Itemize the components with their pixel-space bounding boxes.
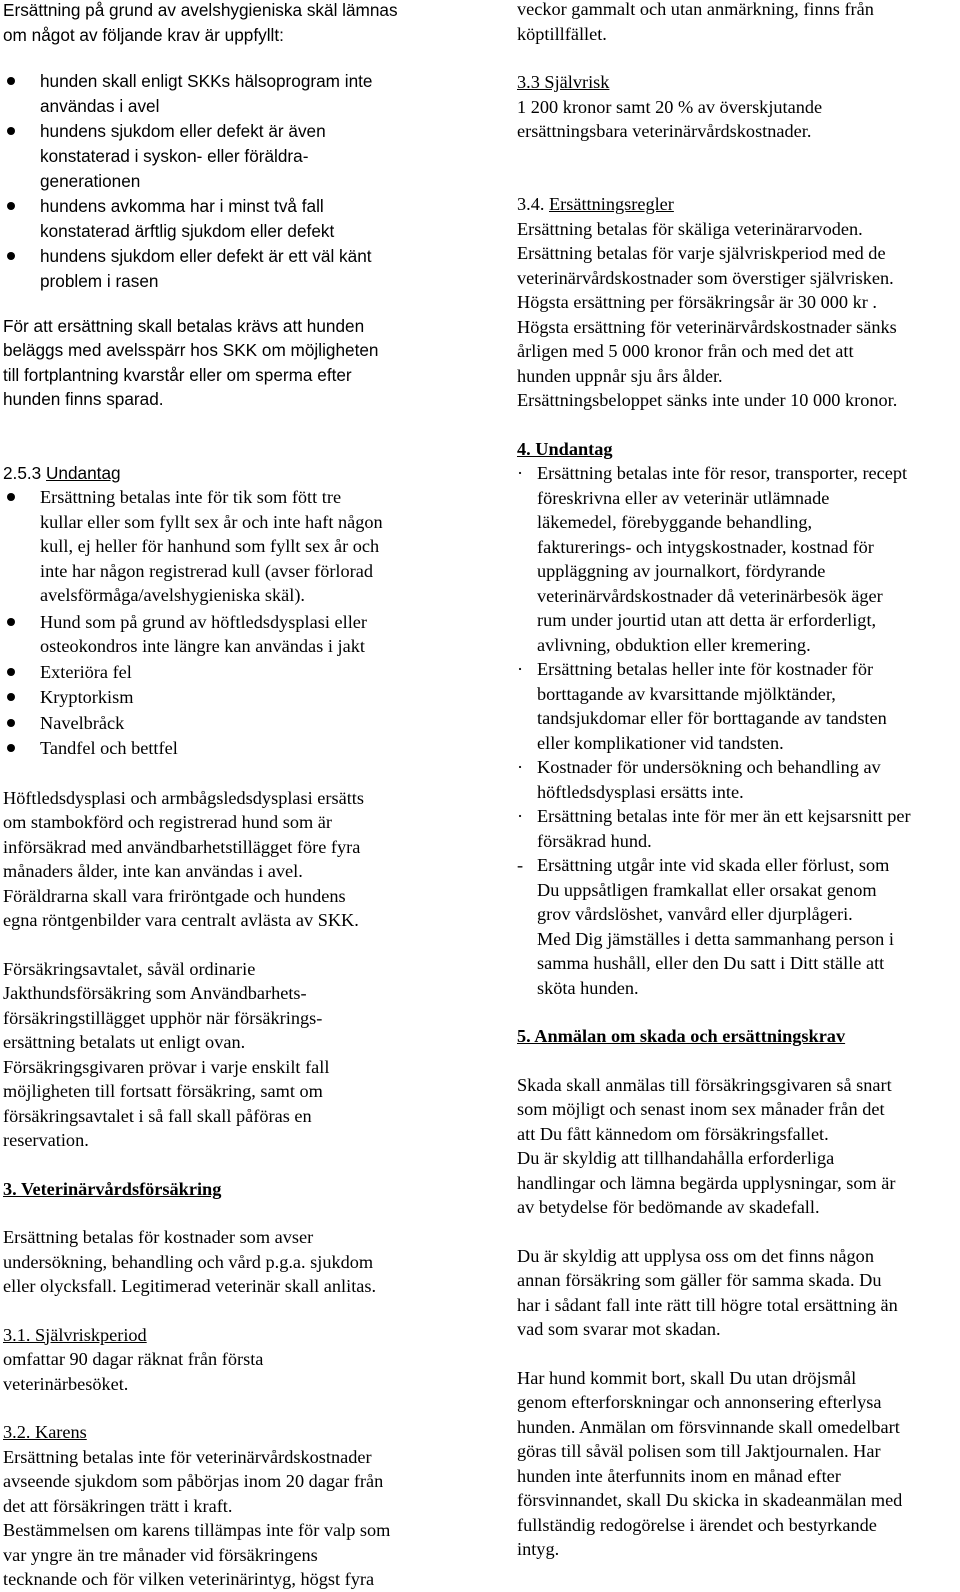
section-3-3-heading: 3.3 Självrisk (517, 72, 610, 92)
undantag-heading: 2.5.3 Undantag (3, 462, 121, 483)
list-item: hunden skall enligt SKKs hälsoprogram inte användas i avel (3, 69, 475, 118)
avel-criteria-list (3, 69, 475, 293)
bullet-icon: · (517, 806, 524, 826)
section-4-heading: 4. Undantag (517, 438, 613, 459)
section-3-1-heading: 3.1. Självriskperiod (3, 1324, 147, 1345)
section-5-paragraph-1: Skada skall anmälas till försäkringsgivaren så snart som möjligt och senast inom sex månader från det att Du fått kännedom om försäkringsfallet. Du är skyldig att tillhandahålla erforderliga handlingar och lämna begärda upplysningar, som är av betydelse för bedömande av skadefall. (517, 1074, 896, 1217)
intro-text: Ersättning på grund av avelshygieniska skäl lämnas om något av följande krav är uppfyllt: (3, 0, 398, 45)
list-item: · Kostnader för undersökning och behandling av höftledsdysplasi ersätts inte. (517, 757, 881, 802)
section-5-paragraph-2: Du är skyldig att upplysa oss om det finns någon annan försäkring som gäller för samma skada. Du har i sådant fall inte rätt till högre total ersättning än vad som svarar mot skadan. (517, 1245, 898, 1339)
hd-ed-paragraph: Höftledsdysplasi och armbågsledsdysplasi ersätts om stambokförd och registrerad hund som är införsäkrad med användbarhetstillägget före fyra månaders ålder, inte kan användas i avel. Föräldrarna skall vara friröntgade och hundens egna röntgenbilder vara centralt avlästa av SKK. (3, 787, 364, 931)
list-item: - Ersättning utgår inte vid skada eller förlust, som Du uppsåtligen framkallat eller orsakat genom grov vårdslöshet, vanvård eller djurplågeri. Med Dig jämställes i detta sammanhang person i samma hushåll, eller den Du satt i Ditt ställe att sköta hunden. (517, 855, 894, 998)
bullet-icon (7, 202, 15, 210)
bullet-icon: · (517, 757, 524, 777)
left-column (3, 0, 475, 1592)
section-3-3-body: 1 200 kronor samt 20 % av överskjutande ersättningsbara veterinärvårdskostnader. (517, 96, 823, 141)
list-item: hundens sjukdom eller defekt är ett väl känt problem i rasen (3, 244, 475, 293)
avtal-paragraph: Försäkringsavtalet, såväl ordinarie Jakthundsförsäkring som Användbarhets- försäkringstillägget upphör när försäkrings- ersättning betalats ut enligt ovan. Försäkringsgivaren prövar i varje enskilt fall möjligheten till fortsatt försäkring, samt om försäkringsavtalet i så fall skall påföras en reservation. (3, 958, 330, 1151)
section-3-body: Ersättning betalas för kostnader som avser undersökning, behandling och vård p.g.a. sjukdom eller olycksfall. Legitimerad veterinär skall anlitas. (3, 1227, 377, 1297)
list-item: · Ersättning betalas inte för mer än ett kejsarsnitt per försäkrad hund. (517, 806, 911, 851)
bullet-icon (7, 668, 15, 676)
bullet-icon (7, 693, 15, 701)
section-3-1-body: omfattar 90 dagar räknat från första veterinärbesöket. (3, 1349, 264, 1394)
bullet-icon: · (517, 463, 524, 483)
list-item: hundens sjukdom eller defekt är även konstaterad i syskon- eller föräldra- generationen (3, 119, 475, 193)
bullet-icon (7, 618, 15, 626)
section-3-2-body: Ersättning betalas inte för veterinärvårdskostnader avseende sjukdom som påbörjas inom 20 dagar från det att försäkringen trätt i kraft. Bestämmelsen om karens tillämpas inte för valp som var yngre än tre månader vid försäkringens tecknande och för vilken veterinärintyg, högst fyra (3, 1446, 391, 1590)
avelssparr-paragraph: För att ersättning skall betalas krävs att hunden beläggs med avelsspärr hos SKK om möjligheten till fortplantning kvarstår eller om sperma efter hunden finns sparad. (3, 315, 379, 410)
right-column (517, 0, 957, 1562)
list-item: Tandfel och bettfel (3, 736, 475, 761)
section-4-list (517, 461, 957, 1000)
bullet-icon: · (517, 659, 524, 679)
karens-continuation: veckor gammalt och utan anmärkning, finns från köptillfället. (517, 0, 874, 44)
section-3-4-heading: 3.4. Ersättningsregler (517, 194, 674, 214)
bullet-icon (7, 719, 15, 727)
section-5-paragraph-3: Har hund kommit bort, skall Du utan dröjsmål genom efterforskningar och annonsering efterlysa hunden. Anmälan om försvinnande skall omedelbart göras till såväl polisen som till Jaktjournalen. Har hunden inte återfunnits inom en månad efter försvinnandet, skall Du skicka in skadeanmälan med fullständig redogörelse i ärendet och bestyrkande intyg. (517, 1367, 903, 1559)
dash-icon: - (517, 855, 524, 875)
list-item: · Ersättning betalas heller inte för kostnader för borttagande av kvarsittande mjölktänder, tandsjukdomar eller för borttagande av tandsten eller komplikationer vid tandsten. (517, 659, 887, 753)
section-5-heading: 5. Anmälan om skada och ersättningskrav (517, 1026, 846, 1046)
section-3-2-heading: 3.2. Karens (3, 1422, 87, 1443)
section-3-heading: 3. Veterinärvårdsförsäkring (3, 1178, 222, 1199)
list-item: Kryptorkism (3, 685, 475, 710)
list-item: Hund som på grund av höftledsdysplasi eller osteokondros inte längre kan användas i jakt (3, 610, 475, 659)
bullet-icon (7, 127, 15, 135)
bullet-icon (7, 77, 15, 85)
bullet-icon (7, 252, 15, 260)
list-item: Ersättning betalas inte för tik som fött tre kullar eller som fyllt sex år och inte haft någon kull, ej heller för hanhund som fyllt sex år och inte har någon registrerad kull (avser förlorad avelsförmåga/avelshygieniska skäl). (3, 485, 475, 608)
list-item: Exteriöra fel (3, 660, 475, 685)
list-item: · Ersättning betalas inte för resor, transporter, recept föreskrivna eller av veterinär utlämnade läkemedel, förebyggande behandling, fakturerings- och intygskostnader, kostnad för uppläggning av journalkort, fördyrande veterinärvårdskostnader då veterinärbesök äger rum under jourtid utan att detta är erforderligt, avlivning, obduktion eller kremering. (517, 463, 908, 655)
list-item: hundens avkomma har i minst två fall konstaterad ärftlig sjukdom eller defekt (3, 194, 475, 243)
bullet-icon (7, 744, 15, 752)
bullet-icon (7, 493, 15, 501)
undantag-list (3, 485, 475, 761)
section-3-4-body: Ersättning betalas för skäliga veterinärarvoden. Ersättning betalas för varje självriskperiod med de veterinärvårdskostnader som överstiger självrisken. Högsta ersättning per försäkringsår är 30 000 kr . Högsta ersättning för veterinärvårdskostnader sänks årligen med 5 000 kronor från och med det att hunden uppnår sju års ålder. Ersättningsbeloppet sänks inte under 10 000 kronor. (517, 218, 898, 410)
list-item: Navelbråck (3, 711, 475, 736)
